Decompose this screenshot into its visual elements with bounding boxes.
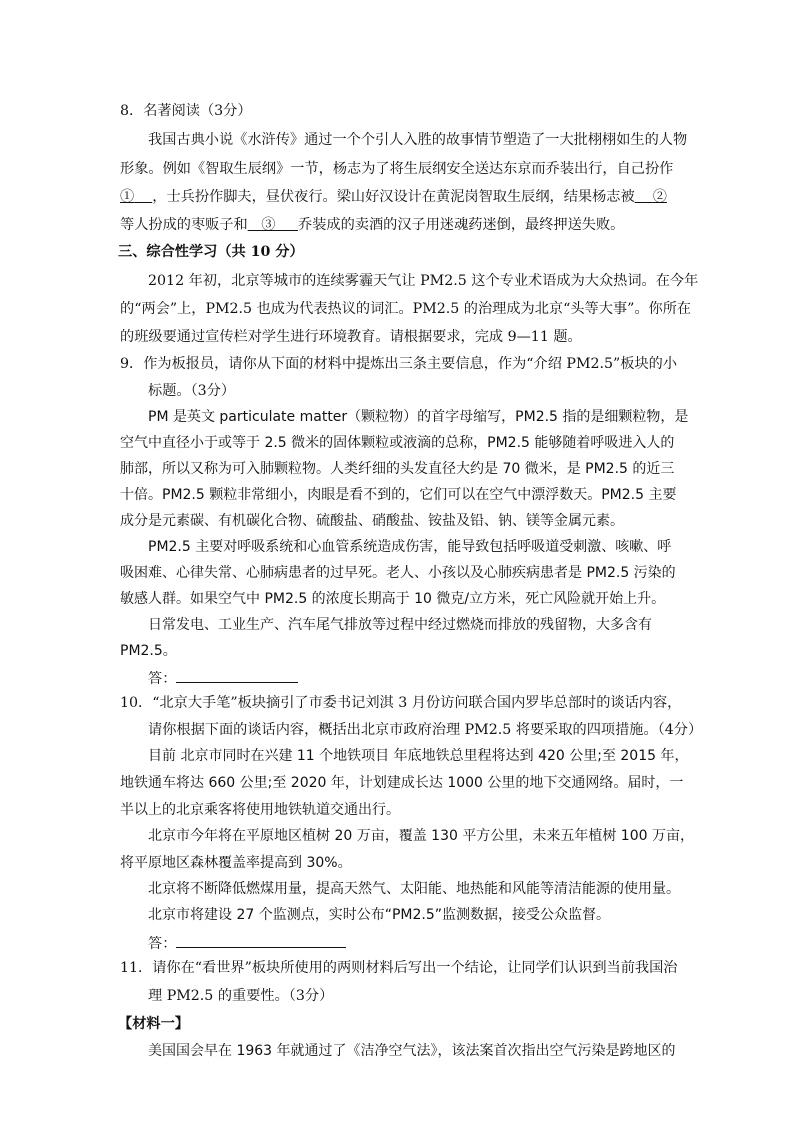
blank-1-pad xyxy=(134,189,152,205)
q9-para-2-line-1: PM2.5 主要对呼吸系统和心血管系统造成伤害，能导致包括呼吸道受刺激、咳嗽、呼 xyxy=(148,539,672,555)
q9-para-2-line-3: 敏感人群。如果空气中 PM2.5 的浓度长期高于 10 微克/立方米，死亡风险就开始上升。 xyxy=(120,591,666,607)
q10-para-1-line-3: 半以上的北京乘客将使用地铁轨道交通出行。 xyxy=(120,802,400,818)
material-1-heading: 【材料一】 xyxy=(118,1016,189,1032)
q10-para-4: 北京市将建设 27 个监测点，实时公布“PM2.5”监测数据，接受公众监督。 xyxy=(148,907,611,923)
q9-para-1-line-2: 空气中直径小于或等于 2.5 微米的固体颗粒或液滴的总称，PM2.5 能够随着呼吸进入人的 xyxy=(120,435,675,451)
q8-line-4-b: 乔装成的卖酒的汉子用迷魂药迷倒，最终押送失败。 xyxy=(298,217,625,233)
q10-para-3: 北京将不断降低燃煤用量，提高天然气、太阳能、地热能和风能等清洁能源的使用量。 xyxy=(148,881,680,897)
q9-answer-label: 答： xyxy=(148,671,177,687)
section-3-line-3: 的班级要通过宣传栏对学生进行环境教育。请根据要求，完成 9—11 题。 xyxy=(120,329,582,345)
q10-para-2-line-2: 将平原地区森林覆盖率提高到 30%。 xyxy=(120,855,352,871)
blank-2[interactable]: ② xyxy=(652,189,667,205)
q10-para-2-line-1: 北京市今年将在平原地区植树 20 万亩，覆盖 130 平方公里，未来五年植树 100 万亩， xyxy=(148,828,694,844)
q8-title: 8．名著阅读（3分） xyxy=(120,103,252,119)
q10-para-1-line-1: 目前 北京市同时在兴建 11 个地铁项目 年底地铁总里程将达到 420 公里;至 2015 年， xyxy=(148,748,689,764)
q9-para-1-line-3: 肺部，所以又称为可入肺颗粒物。人类纤细的头发直径大约是 70 微米，是 PM2.5 的近三 xyxy=(120,461,675,477)
q9-answer xyxy=(148,666,298,689)
q8-line-4-a: 等人扮成的枣贩子和 xyxy=(120,217,248,233)
q11-line-1: 11．请你在“看世界”板块所使用的两则材料后写出一个结论，让同学们认识到当前我国治 xyxy=(120,960,678,976)
q9-para-3-line-1: 日常发电、工业生产、汽车尾气排放等过程中经过燃烧而排放的残留物，大多含有 xyxy=(148,617,652,633)
q8-line-3-text: ，士兵扮作脚夫，昼伏夜行。梁山好汉设计在黄泥岗智取生辰纲，结果杨志被 xyxy=(152,189,635,205)
q9-para-1-line-5: 成分是元素碳、有机碳化合物、硫酸盐、硝酸盐、铵盐及铅、钠、镁等金属元素。 xyxy=(120,513,624,529)
q10-answer xyxy=(148,931,346,954)
q10-para-1-line-2: 地铁通车将达 660 公里;至 2020 年，计划建成长达 1000 公里的地下交通网络。届时，一 xyxy=(120,775,684,791)
q9-para-3-line-2: PM2.5。 xyxy=(120,643,177,659)
q10-answer-label: 答： xyxy=(148,936,177,952)
q10-line-2: 请你根据下面的谈话内容，概括出北京市政府治理 PM2.5 将要采取的四项措施。（4分） xyxy=(148,722,703,738)
q9-para-1-line-4: 十倍。PM2.5 颗粒非常细小，肉眼是看不到的，它们可以在空气中漂浮数天。PM2.5 主要 xyxy=(120,487,677,503)
q8-line-4 xyxy=(120,215,624,235)
q8-line-2: 形象。例如《智取生辰纲》一节，杨志为了将生辰纲安全送达东京而乔装出行，自己扮作 xyxy=(120,161,674,177)
q10-answer-field[interactable] xyxy=(176,931,346,948)
q8-line-3 xyxy=(120,187,667,207)
q8-line-1: 我国古典小说《水浒传》通过一个个引人入胜的故事情节塑造了一大批栩栩如生的人物 xyxy=(148,132,688,148)
blank-3-pad xyxy=(248,217,262,233)
q9-para-1-line-1: PM 是英文 particulate matter（颗粒物）的首字母缩写，PM2.5 指的是细颗粒物，是 xyxy=(148,409,689,425)
material-1-line-1: 美国国会早在 1963 年就通过了《洁净空气法》，该法案首次指出空气污染是跨地区的 xyxy=(148,1043,676,1059)
q9-para-2-line-2: 吸困难、心律失常、心肺病患者的过早死。老人、小孩以及心肺疾病患者是 PM2.5 污染的 xyxy=(120,565,676,581)
q11-line-2: 理 PM2.5 的重要性。（3分） xyxy=(148,988,334,1004)
section-3-line-2: 的“两会”上，PM2.5 也成为代表热议的词汇。PM2.5 的治理成为北京“头等大事”。你所在 xyxy=(120,301,692,317)
q9-line-2: 标题。（3分） xyxy=(148,383,236,399)
q9-line-1: 9．作为板报员，请你从下面的材料中提炼出三条主要信息，作为“介绍 PM2.5”板块的小 xyxy=(120,356,678,372)
blank-1[interactable]: ① xyxy=(120,189,135,205)
blank-2-pad xyxy=(635,189,653,205)
q10-line-1: 10．“北京大手笔”板块摘引了市委书记刘淇 3 月份访问联合国内罗毕总部时的谈话内容， xyxy=(120,695,682,711)
q9-answer-field[interactable] xyxy=(176,666,298,683)
section-3-heading: 三、综合性学习（共 10 分） xyxy=(118,244,304,260)
section-3-line-1: 2012 年初，北京等城市的连续雾霾天气让 PM2.5 这个专业术语成为大众热词。在今年 xyxy=(148,273,699,289)
blank-3[interactable]: ③ xyxy=(261,217,276,233)
